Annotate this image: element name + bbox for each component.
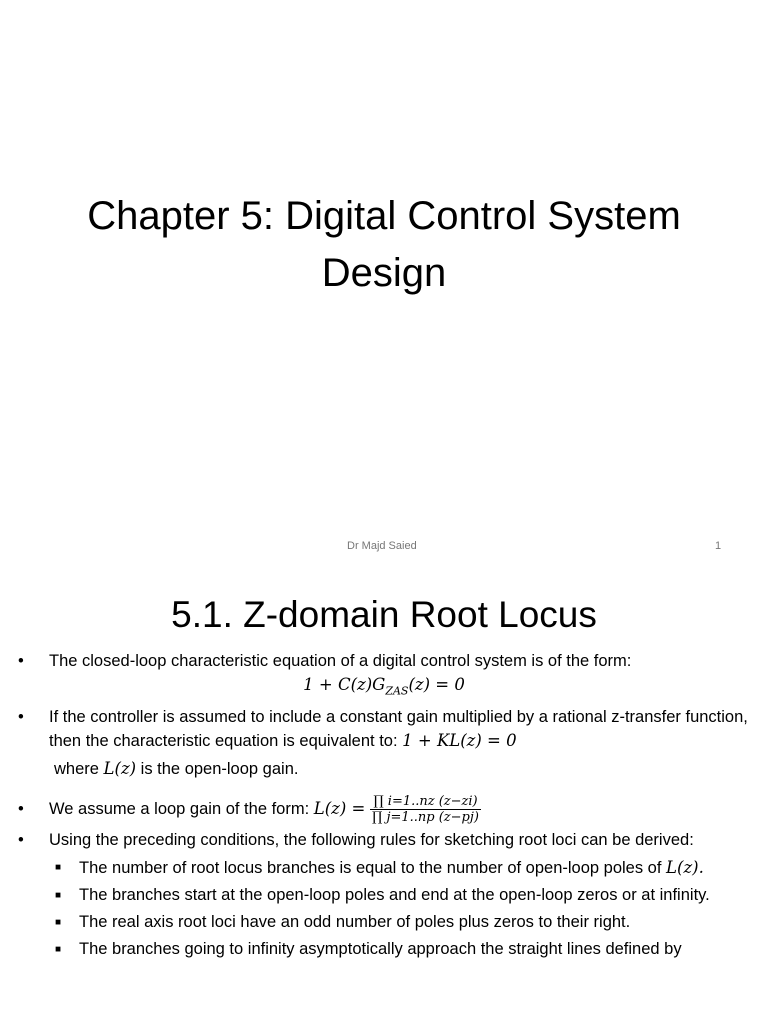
footer-author: Dr Majd Saied xyxy=(347,540,417,552)
sub-bullet-marker: ■ xyxy=(55,917,62,929)
bullet-controller-gain xyxy=(0,706,768,753)
section-title: 5.1. Z-domain Root Locus xyxy=(171,594,597,635)
chapter-title: Chapter 5: Digital Control System Design xyxy=(87,194,681,295)
bullet-closed-loop-equation xyxy=(0,650,768,673)
bullet-text: We assume a loop gain of the form: xyxy=(49,800,310,819)
bullet-marker: • xyxy=(18,800,24,819)
bullet-marker: • xyxy=(18,831,24,850)
rule-branch-start-end: ■ The branches start at the open-loop poles and end at the open-loop zeros or at infinity. xyxy=(0,884,768,907)
characteristic-equation: $1 + C(z)G_{ZAS}(z) = 0$ xyxy=(303,675,465,698)
slide-content xyxy=(0,650,768,961)
where-line: where L(z) is the open-loop gain. xyxy=(54,759,299,779)
sub-bullet-marker: ■ xyxy=(55,944,62,956)
sub-bullet-marker: ■ xyxy=(55,862,62,874)
bullet-text: If the controller is assumed to include a constant gain multiplied by a rational z-transfer function, then the characteristic equation is equivalent to: xyxy=(49,708,748,751)
bullet-loop-gain: • We assume a loop gain of the form: L(z) = $\frac{\prod i=1..nz (z-zi)}{\prod j=1..np (z-pj)}$ xyxy=(18,794,479,826)
rule-real-axis: ■ The real axis root loci have an odd number of poles plus zeros to their right. xyxy=(0,911,768,934)
sub-bullet-marker: ■ xyxy=(55,890,62,902)
bullet-marker: • xyxy=(18,708,24,727)
rule-branch-count: ■ The number of root locus branches is equal to the number of open-loop poles of L(z). xyxy=(55,858,704,878)
bullet-sketching-rules xyxy=(0,829,768,852)
page-number: 1 xyxy=(715,540,722,552)
rule-asymptotes: ■ The branches going to infinity asymptotically approach the straight lines defined by xyxy=(0,938,768,961)
bullet-text: Using the preceding conditions, the following rules for sketching root loci can be derived: xyxy=(49,831,694,850)
bullet-marker: • xyxy=(18,652,24,670)
gain-equation: 1 + KL(z) = 0 xyxy=(402,731,517,751)
bullet-text: The closed-loop characteristic equation of a digital control system is of the form: xyxy=(49,652,632,670)
loop-gain-fraction: $\frac{\prod i=1..nz (z-zi)}{\prod j=1..np (z-pj)}$ xyxy=(371,794,479,826)
root-locus-slide xyxy=(0,570,768,1024)
